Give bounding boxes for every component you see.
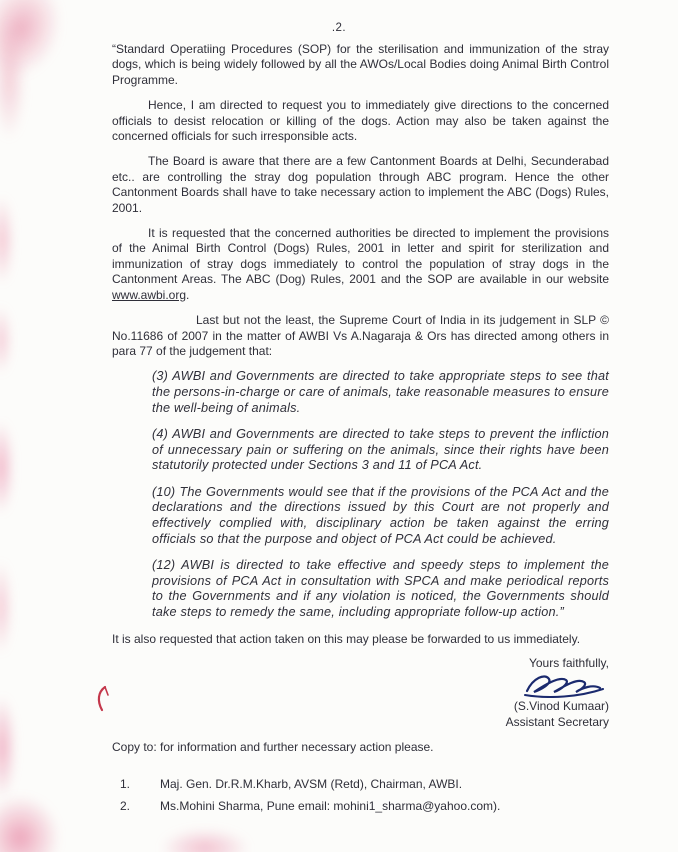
para-requested xyxy=(112,226,609,303)
signoff-block xyxy=(112,655,609,730)
quote-12: (12) AWBI is directed to take effective and speedy steps to implement the provisions of PCA Act in consultation with SPCA and make periodical reports to the Governments and if any violation is noticed, the Governments should take steps to remedy the same, including appropriate follow-up action.” xyxy=(152,558,609,620)
para-supreme-court: Last but not the least, the Supreme Court of India in its judgement in SLP © No.11686 of 2007 in the matter of AWBI Vs A.Nagaraja & Ors has directed among others in para 77 of the judgement that: xyxy=(112,313,609,358)
scan-smudge-top-left xyxy=(0,0,74,88)
signature-scribble xyxy=(523,672,605,698)
scan-smudge-bottom-left xyxy=(0,795,60,852)
quote-4: (4) AWBI and Governments are directed to take steps to prevent the infliction of unnecessary pain or suffering on the animals, since their rights have been statutorily protected under Sections 3 and 11 of PCA Act. xyxy=(152,427,609,473)
quote-10: (10) The Governments would see that if the provisions of the PCA Act and the declarations and the directions issued by this Court are not properly and effectively complied with, disciplinary action be taken against the erring officials so that the purpose and object of PCA Act could be achieved. xyxy=(152,484,609,546)
copy-item-number: 2. xyxy=(120,798,131,813)
sender-name: (S.Vinod Kumaar) xyxy=(513,699,609,714)
sender-title: Assistant Secretary xyxy=(505,715,609,730)
awbi-link[interactable]: www.awbi.org xyxy=(112,287,187,302)
red-pen-mark xyxy=(94,685,110,713)
scan-smudge-left-5 xyxy=(0,695,16,800)
quote-3: (3) AWBI and Governments are directed to take appropriate steps to see that the persons-in-charge or care of animals, take reasonable measures to ensure the well-being of animals. xyxy=(152,369,609,415)
closing-line: It is also requested that action taken on this may please be forwarded to us immediately. xyxy=(112,631,581,646)
scan-smudge-left-4 xyxy=(0,560,12,655)
para-requested-period: . xyxy=(186,287,190,302)
copy-item xyxy=(112,777,609,792)
letter-body xyxy=(112,42,609,820)
scan-smudge-left-3 xyxy=(0,420,14,515)
scan-smudge-bottom xyxy=(160,828,250,852)
scan-smudge-top-left-2 xyxy=(0,20,26,140)
copy-item xyxy=(112,799,609,814)
para-requested-text: It is requested that the concerned authorities be directed to implement the provisions of the Animal Birth Control (Dogs) Rules, 2001 in letter and spirit for sterilization and immunization of stray dogs immediately to control the population of stray dogs in the Cantonment Areas. The ABC (Dog) Rules, 2001 and the SOP are available in our website xyxy=(112,226,609,287)
para-hence: Hence, I am directed to request you to immediately give directions to the concerned officials to desist relocation or killing of the dogs. Action may also be taken against the concerned officials for such irresponsible acts. xyxy=(112,98,609,144)
copy-item-text: Maj. Gen. Dr.R.M.Kharb, AVSM (Retd), Chairman, AWBI. xyxy=(160,777,463,792)
para-sop: “Standard Operatiing Procedures (SOP) for the sterilisation and immunization of the stray dogs, which is being widely followed by all the AWOs/Local Bodies doing Animal Birth Control Programme. xyxy=(112,42,609,87)
scan-smudge-left-2 xyxy=(0,305,12,375)
copy-item-number: 1. xyxy=(120,777,131,792)
page-number: .2. xyxy=(331,22,347,34)
salutation: Yours faithfully, xyxy=(528,656,609,671)
copy-item-text: Ms.Mohini Sharma, Pune email: mohini1_sharma@yahoo.com). xyxy=(160,798,501,813)
scan-smudge-left-1 xyxy=(0,195,14,285)
copy-to-heading: Copy to: for information and further necessary action please. xyxy=(112,740,434,755)
para-board: The Board is aware that there are a few Cantonment Boards at Delhi, Secunderabad etc.. are controlling the stray dog population through ABC program. Hence the other Cantonment Boards shall have to take necessary action to implement the ABC (Dogs) Rules, 2001. xyxy=(112,154,609,215)
